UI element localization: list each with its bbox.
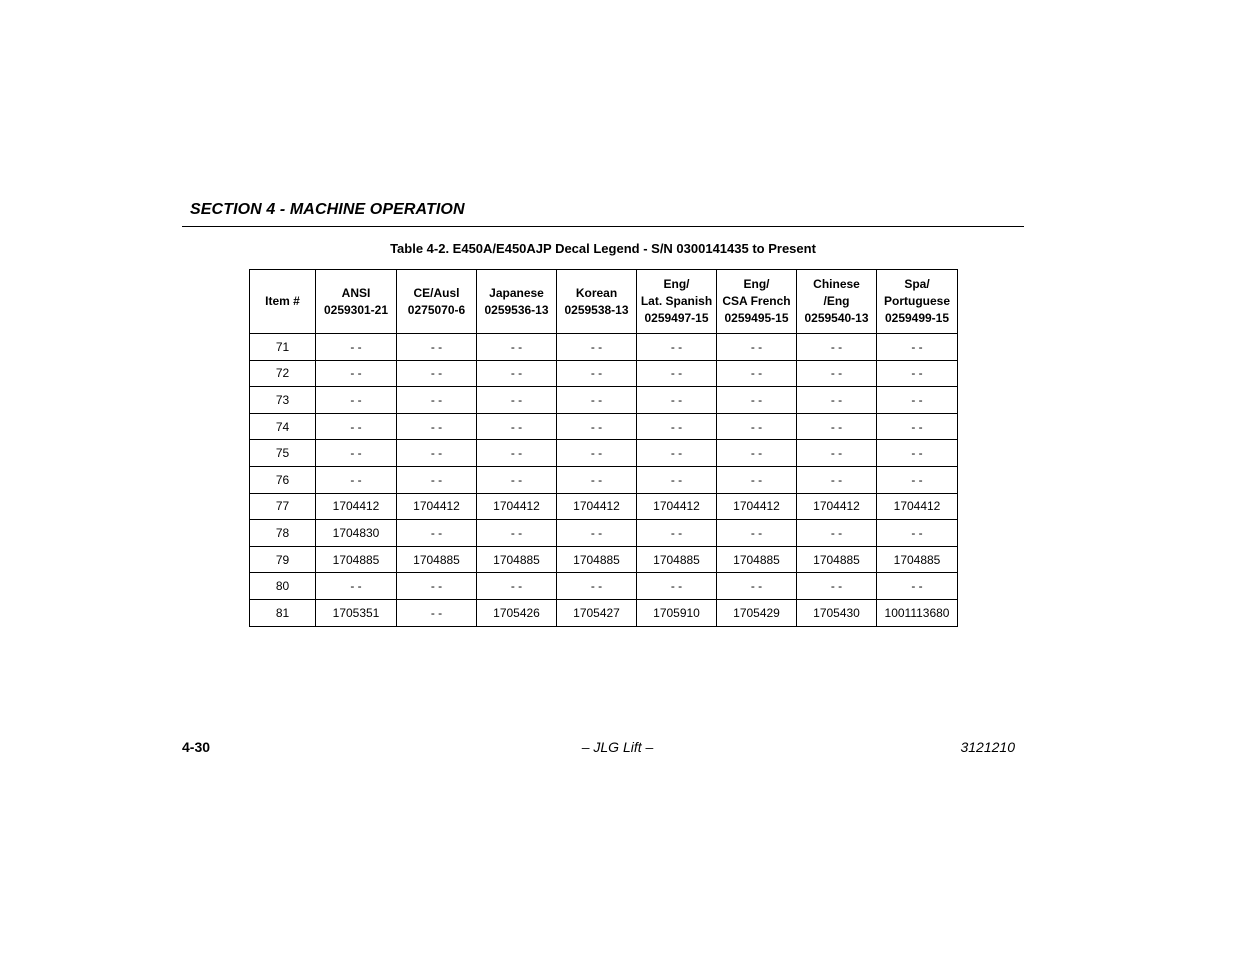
column-header (797, 270, 877, 334)
decal-number-cell: - - (717, 360, 797, 387)
decal-number-cell: 1705430 (797, 599, 877, 626)
decal-number-cell: 1705351 (316, 599, 397, 626)
decal-number-cell: - - (637, 413, 717, 440)
decal-number-cell: - - (797, 387, 877, 414)
table-row (250, 546, 958, 573)
decal-number-cell: - - (557, 520, 637, 547)
column-header (477, 270, 557, 334)
decal-number-cell: - - (316, 573, 397, 600)
decal-number-cell: 1704885 (557, 546, 637, 573)
decal-number-cell: - - (316, 440, 397, 467)
table-title: Table 4-2. E450A/E450AJP Decal Legend - S/N 0300141435 to Present (390, 241, 816, 256)
decal-number-cell: - - (797, 466, 877, 493)
decal-number-cell: - - (397, 413, 477, 440)
decal-number-cell: - - (397, 466, 477, 493)
decal-number-cell: - - (477, 413, 557, 440)
column-header (717, 270, 797, 334)
column-header-line: 0275070-6 (407, 302, 466, 317)
table-body (250, 334, 958, 627)
decal-number-cell: - - (397, 334, 477, 361)
table-row (250, 387, 958, 414)
column-header-line: Eng/ (743, 277, 770, 291)
column-header-line: Japanese (489, 285, 544, 300)
column-header-line: Chinese (813, 277, 860, 291)
decal-number-cell: - - (477, 573, 557, 600)
decal-number-cell: - - (637, 387, 717, 414)
document-number: 3121210 (960, 739, 1015, 755)
decal-number-cell: - - (797, 334, 877, 361)
decal-number-cell: - - (797, 573, 877, 600)
decal-number-cell: - - (557, 466, 637, 493)
decal-number-cell: - - (557, 413, 637, 440)
column-header-line: ANSI (341, 285, 371, 300)
table-row (250, 599, 958, 626)
decal-number-cell: 1001113680 (877, 599, 958, 626)
decal-number-cell: - - (397, 387, 477, 414)
column-header (637, 270, 717, 334)
decal-number-cell: - - (477, 440, 557, 467)
decal-number-cell: - - (637, 520, 717, 547)
column-header (316, 270, 397, 334)
decal-number-cell: - - (877, 440, 958, 467)
decal-number-cell: 1704412 (477, 493, 557, 520)
decal-number-cell: - - (477, 466, 557, 493)
decal-number-cell: 1705910 (637, 599, 717, 626)
decal-number-cell: 1704885 (717, 546, 797, 573)
column-header-line: CE/Ausl (413, 285, 460, 300)
decal-number-cell: - - (397, 599, 477, 626)
column-header-line: Spa/ (904, 277, 930, 291)
decal-number-cell: - - (316, 334, 397, 361)
footer-center-text: – JLG Lift – (581, 739, 654, 755)
decal-number-cell: - - (637, 360, 717, 387)
item-number-cell: 74 (250, 413, 316, 440)
decal-number-cell: - - (477, 387, 557, 414)
decal-number-cell: 1704412 (397, 493, 477, 520)
decal-number-cell: 1704412 (797, 493, 877, 520)
decal-number-cell: 1705427 (557, 599, 637, 626)
decal-number-cell: 1704885 (397, 546, 477, 573)
column-header-line: 0259495-15 (724, 311, 789, 325)
decal-number-cell: - - (316, 466, 397, 493)
decal-number-cell: - - (877, 413, 958, 440)
column-header (397, 270, 477, 334)
decal-legend-table (249, 269, 958, 627)
item-number-cell: 81 (250, 599, 316, 626)
decal-number-cell: - - (877, 387, 958, 414)
decal-number-cell: - - (397, 573, 477, 600)
decal-number-cell: - - (557, 334, 637, 361)
column-header-line: Item # (265, 294, 300, 308)
table-row (250, 573, 958, 600)
decal-number-cell: - - (637, 334, 717, 361)
decal-number-cell: - - (717, 466, 797, 493)
column-header-line: 0259536-13 (484, 302, 549, 317)
decal-number-cell: - - (316, 387, 397, 414)
decal-number-cell: - - (637, 440, 717, 467)
column-header-line: Lat. Spanish (640, 294, 713, 308)
item-number-cell: 80 (250, 573, 316, 600)
column-header-line: 0259540-13 (804, 311, 869, 325)
decal-number-cell: - - (797, 520, 877, 547)
decal-number-cell: 1704412 (557, 493, 637, 520)
section-title: SECTION 4 - MACHINE OPERATION (190, 201, 465, 218)
header-divider (182, 226, 1024, 227)
column-header-line: 0259499-15 (884, 311, 950, 325)
item-number-cell: 75 (250, 440, 316, 467)
decal-number-cell: 1704412 (717, 493, 797, 520)
item-number-cell: 73 (250, 387, 316, 414)
decal-number-cell: 1704885 (637, 546, 717, 573)
table-row (250, 334, 958, 361)
decal-number-cell: 1704885 (477, 546, 557, 573)
decal-number-cell: - - (877, 466, 958, 493)
column-header (557, 270, 637, 334)
decal-number-cell: - - (797, 440, 877, 467)
column-header-line: Eng/ (663, 277, 690, 291)
decal-number-cell: - - (477, 334, 557, 361)
decal-number-cell: 1704412 (637, 493, 717, 520)
decal-number-cell: - - (717, 334, 797, 361)
item-number-cell: 78 (250, 520, 316, 547)
decal-number-cell: 1704412 (316, 493, 397, 520)
table-row (250, 493, 958, 520)
item-number-cell: 77 (250, 493, 316, 520)
column-header-line: 0259538-13 (564, 302, 629, 317)
column-header-line: Portuguese (883, 294, 950, 308)
decal-number-cell: - - (877, 520, 958, 547)
decal-number-cell: - - (717, 573, 797, 600)
decal-number-cell: - - (316, 413, 397, 440)
decal-number-cell: - - (637, 466, 717, 493)
decal-number-cell: - - (557, 387, 637, 414)
table-row (250, 466, 958, 493)
decal-number-cell: - - (316, 360, 397, 387)
column-header-line: Korean (575, 285, 618, 300)
decal-number-cell: - - (477, 520, 557, 547)
column-header-line: /Eng (823, 294, 850, 308)
column-header-line: 0259497-15 (644, 311, 709, 325)
decal-number-cell: 1704885 (797, 546, 877, 573)
decal-number-cell: - - (717, 387, 797, 414)
item-number-cell: 71 (250, 334, 316, 361)
decal-number-cell: - - (877, 573, 958, 600)
decal-number-cell: - - (477, 360, 557, 387)
table-header-row (250, 270, 958, 334)
decal-number-cell: - - (797, 413, 877, 440)
decal-number-cell: - - (397, 360, 477, 387)
item-number-cell: 79 (250, 546, 316, 573)
decal-number-cell: - - (637, 573, 717, 600)
decal-number-cell: - - (397, 440, 477, 467)
decal-number-cell: - - (877, 334, 958, 361)
item-number-cell: 72 (250, 360, 316, 387)
decal-number-cell: 1704885 (877, 546, 958, 573)
decal-number-cell: 1704412 (877, 493, 958, 520)
decal-number-cell: - - (717, 520, 797, 547)
column-header-line: CSA French (722, 294, 791, 308)
decal-number-cell: 1704885 (316, 546, 397, 573)
decal-number-cell: - - (877, 360, 958, 387)
table-row (250, 360, 958, 387)
decal-number-cell: - - (557, 440, 637, 467)
decal-number-cell: 1705426 (477, 599, 557, 626)
item-number-cell: 76 (250, 466, 316, 493)
decal-number-cell: 1704830 (316, 520, 397, 547)
table-row (250, 440, 958, 467)
page-number: 4-30 (182, 739, 211, 755)
column-header-line: 0259301-21 (323, 302, 389, 317)
decal-number-cell: - - (717, 440, 797, 467)
decal-number-cell: - - (557, 360, 637, 387)
decal-number-cell: - - (717, 413, 797, 440)
column-header (250, 270, 316, 334)
decal-number-cell: - - (397, 520, 477, 547)
column-header (877, 270, 958, 334)
decal-number-cell: 1705429 (717, 599, 797, 626)
table-row (250, 413, 958, 440)
decal-number-cell: - - (797, 360, 877, 387)
decal-number-cell: - - (557, 573, 637, 600)
table-row (250, 520, 958, 547)
